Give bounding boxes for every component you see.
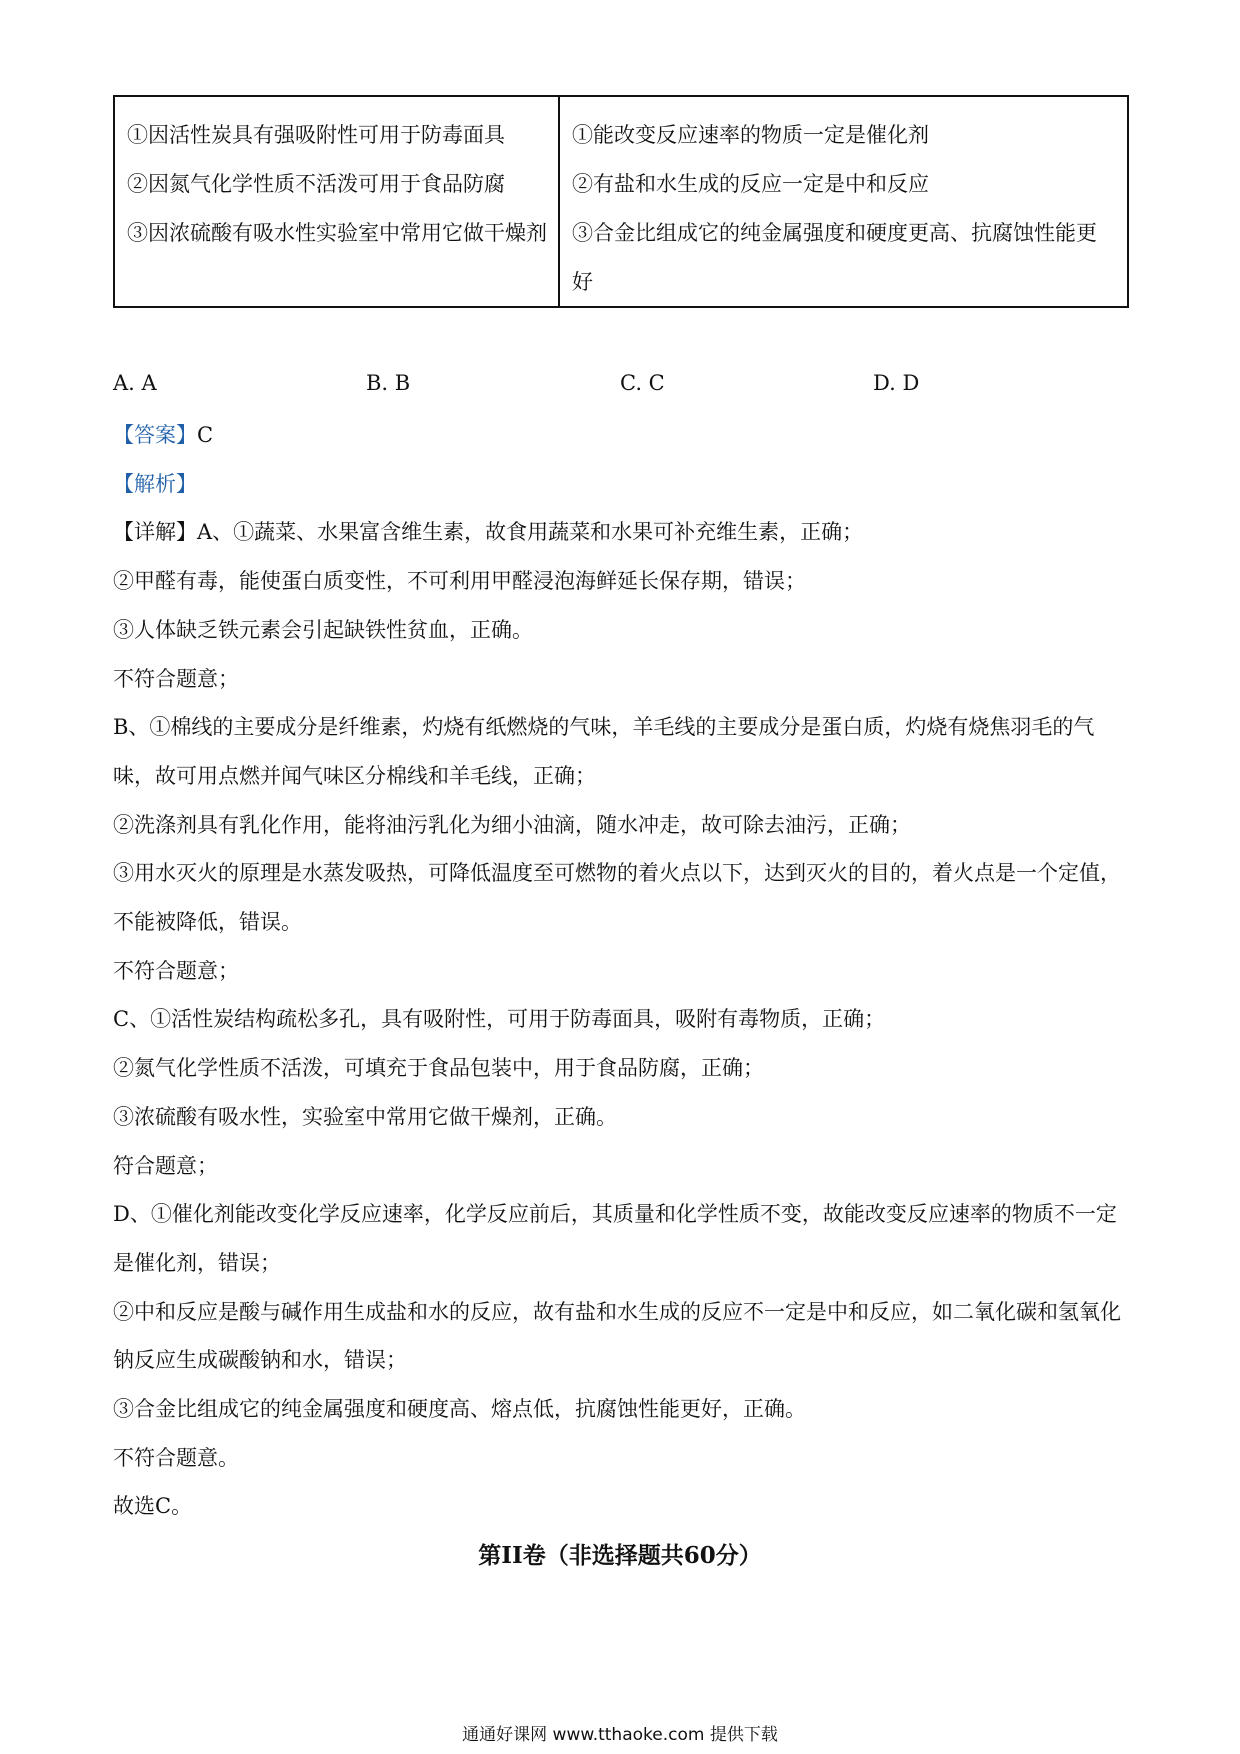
option-d: D. D — [873, 371, 920, 395]
section-title: 第II卷（非选择题共60分） — [478, 1542, 762, 1569]
detail-first-paragraph — [113, 508, 1123, 557]
detail-paragraph: D、①催化剂能改变化学反应速率，化学反应前后，其质量和化学性质不变，故能改变反应速率的物质不一定是催化剂，错误； — [113, 1202, 1117, 1275]
detail-paragraph: A、①蔬菜、水果富含维生素，故食用蔬菜和水果可补充维生素，正确； — [197, 520, 864, 545]
detail-paragraph: 故选C。 — [113, 1494, 193, 1519]
option-a: A. A — [113, 371, 157, 395]
table-left-line: ②因氮气化学性质不活泼可用于食品防腐 — [127, 172, 505, 196]
answer-line — [113, 411, 1123, 460]
table-left-line: ③因浓硫酸有吸水性实验室中常用它做干燥剂 — [127, 221, 547, 245]
table-right-line: ③合金比组成它的纯金属强度和硬度更高、抗腐蚀性能更好 — [572, 221, 1097, 294]
option-b: B. B — [366, 371, 411, 395]
detail-paragraph: ③浓硫酸有吸水性，实验室中常用它做干燥剂，正确。 — [113, 1104, 617, 1129]
detail-paragraph: ②甲醛有毒，能使蛋白质变性，不可利用甲醛浸泡海鲜延长保存期，错误； — [113, 569, 806, 594]
detail-paragraph: ②中和反应是酸与碱作用生成盐和水的反应，故有盐和水生成的反应不一定是中和反应，如二氧化碳和氢氧化钠反应生成碳酸钠和水，错误； — [113, 1299, 1121, 1373]
detail-paragraph: ③合金比组成它的纯金属强度和硬度高、熔点低，抗腐蚀性能更好，正确。 — [113, 1397, 806, 1422]
table-right-line: ①能改变反应速率的物质一定是催化剂 — [572, 123, 929, 147]
detail-paragraph: ③人体缺乏铁元素会引起缺铁性贫血，正确。 — [113, 617, 533, 642]
detail-paragraph: 符合题意； — [113, 1153, 218, 1178]
option-c: C. C — [620, 371, 665, 395]
detail-paragraph: ③用水灭火的原理是水蒸发吸热，可降低温度至可燃物的着火点以下，达到灭火的目的，着火点是一个定值，不能被降低，错误。 — [113, 861, 1121, 935]
detail-paragraph: ②氮气化学性质不活泼，可填充于食品包装中，用于食品防腐，正确； — [113, 1056, 764, 1081]
detail-paragraph: B、①棉线的主要成分是纤维素，灼烧有纸燃烧的气味，羊毛线的主要成分是蛋白质，灼烧有烧焦羽毛的气味，故可用点燃并闻气味区分棉线和羊毛线，正确； — [113, 715, 1095, 788]
detail-paragraph: C、①活性炭结构疏松多孔，具有吸附性，可用于防毒面具，吸附有毒物质，正确； — [113, 1007, 886, 1032]
solution-content — [113, 411, 1123, 1531]
detail-paragraph: ②洗涤剂具有乳化作用，能将油污乳化为细小油滴，随水冲走，故可除去油污，正确； — [113, 812, 911, 837]
table-right-cell — [560, 97, 1127, 306]
page-footer: 通通好课网 www.tthaoke.com 提供下载 — [462, 1725, 778, 1745]
table-right-line: ②有盐和水生成的反应一定是中和反应 — [572, 172, 929, 196]
detail-tag: 【详解】 — [113, 520, 197, 545]
detail-paragraph: 不符合题意； — [113, 666, 239, 691]
table-left-line: ①因活性炭具有强吸附性可用于防毒面具 — [127, 123, 505, 147]
table-left-cell — [115, 97, 560, 306]
answer-tag: 【答案】 — [113, 423, 197, 447]
analysis-tag: 【解析】 — [113, 471, 197, 496]
detail-paragraph: 不符合题意。 — [113, 1445, 239, 1470]
answer-options — [113, 366, 1129, 400]
answer-value: C — [197, 423, 214, 447]
detail-paragraph: 不符合题意； — [113, 958, 239, 983]
comparison-table — [113, 95, 1129, 308]
